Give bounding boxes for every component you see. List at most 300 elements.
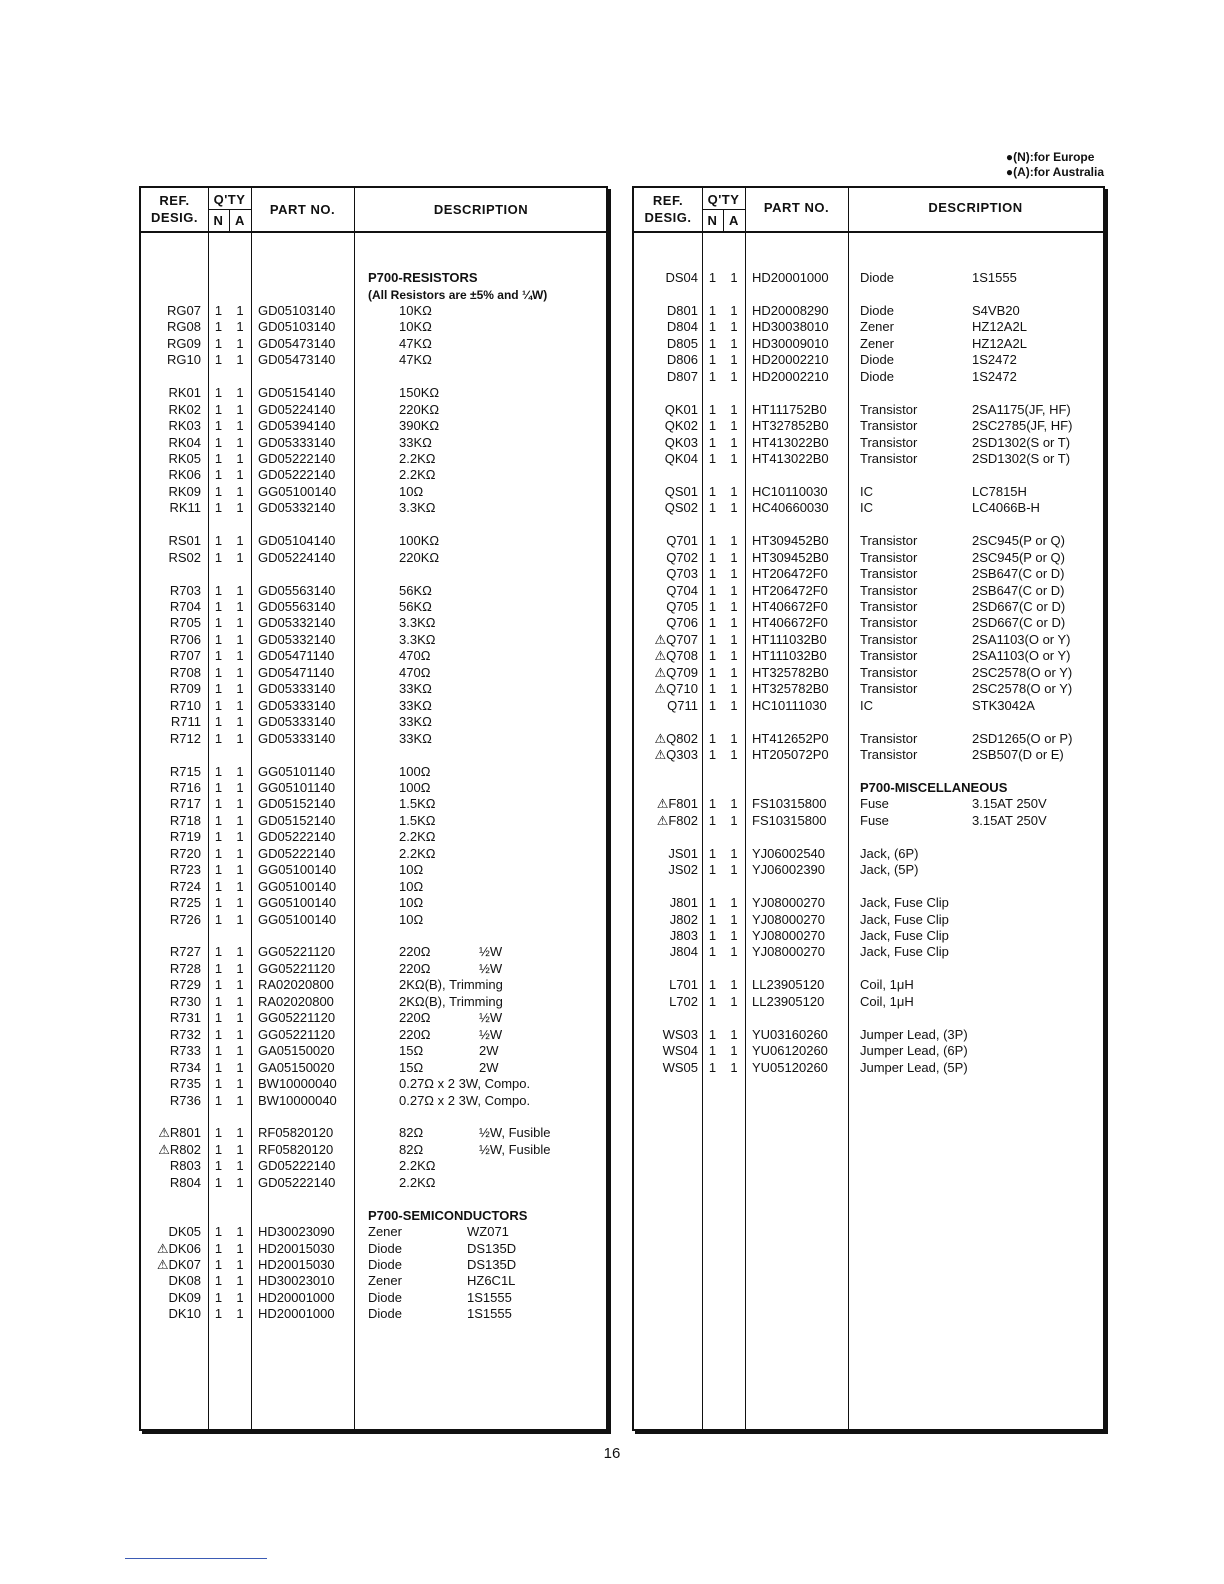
type: Jack, Fuse Clip [860, 895, 949, 911]
qty-n: 1 [708, 615, 717, 631]
qty-a: 1 [730, 1026, 738, 1042]
section-title: P700-SEMICONDUCTORS [368, 1207, 528, 1223]
type: Zener [860, 319, 894, 335]
qty-n: 1 [214, 1273, 223, 1289]
qty-a: 1 [730, 697, 738, 713]
type: Diode [860, 302, 894, 318]
qty-n: 1 [708, 681, 717, 697]
ref-desig: R733 [169, 1043, 201, 1059]
qty-n: 1 [214, 977, 223, 993]
qty-a: 1 [730, 302, 738, 318]
qty-a: 1 [236, 1043, 244, 1059]
header-description: DESCRIPTION [928, 200, 1023, 215]
table-row [634, 994, 1103, 1010]
ref-desig: L702 [669, 993, 698, 1009]
qty-n: 1 [214, 1125, 223, 1141]
qty-n: 1 [214, 450, 223, 466]
qty-a: 1 [730, 319, 738, 335]
part-no: GG05100140 [258, 895, 337, 911]
table-row [141, 1142, 606, 1158]
ref-desig: R704 [169, 599, 201, 614]
table-row [634, 270, 1103, 286]
qty-a: 1 [730, 1043, 738, 1059]
qty-a: 1 [730, 664, 738, 680]
ref-desig: RK01 [168, 385, 201, 401]
qty-a: 1 [236, 648, 244, 664]
part-no: BW10000040 [258, 1076, 337, 1091]
ref-desig: R717 [169, 796, 201, 812]
part-no: HD20002210 [752, 352, 829, 368]
table-row [634, 352, 1103, 368]
header-desig: DESIG. [644, 210, 692, 225]
value: 2.2KΩ [399, 845, 436, 861]
ref-desig: ⚠R801 [158, 1125, 201, 1141]
part-no: GD05332140 [258, 500, 336, 516]
table-row [634, 484, 1103, 500]
table-row [141, 1273, 606, 1289]
type: IC [860, 483, 873, 499]
qty-a: 1 [730, 648, 738, 664]
ref-desig: RG09 [167, 335, 201, 351]
part-no: HD30009010 [752, 335, 829, 351]
model: LC4066B-H [972, 500, 1040, 516]
type: Transistor [860, 664, 918, 680]
qty-a: 1 [236, 714, 244, 730]
part-no: GD05473140 [258, 335, 336, 351]
part-no: GD05103140 [258, 319, 336, 335]
table-row [634, 912, 1103, 928]
type: Jumper Lead, (3P) [860, 1026, 968, 1042]
part-no: HT111032B0 [752, 631, 827, 647]
value: 470Ω [399, 648, 431, 664]
value: 10Ω [399, 895, 424, 911]
type: Jack, Fuse Clip [860, 928, 949, 943]
qty-a: 1 [730, 911, 738, 927]
qty-a: 1 [730, 335, 738, 351]
model: 2SA1103(O or Y) [972, 631, 1071, 647]
type: Transistor [860, 615, 918, 631]
model: WZ071 [467, 1224, 509, 1240]
qty-a: 1 [236, 911, 244, 927]
table-row [141, 895, 606, 911]
ref-desig: L701 [669, 977, 698, 993]
qty-n: 1 [708, 599, 717, 614]
model: 2SB507(D or E) [972, 747, 1064, 762]
qty-a: 1 [236, 812, 244, 828]
qty-n: 1 [214, 664, 223, 680]
part-no: HT205072P0 [752, 747, 829, 762]
part-no: HT309452B0 [752, 533, 829, 549]
value: 56KΩ [399, 582, 432, 598]
ref-desig: R734 [169, 1059, 201, 1075]
qty-n: 1 [214, 418, 223, 433]
qty-n: 1 [708, 335, 717, 351]
part-no: RF05820120 [258, 1125, 334, 1141]
part-no: GD05222140 [258, 1174, 336, 1190]
part-no: GD05104140 [258, 533, 336, 549]
qty-n: 1 [708, 401, 717, 417]
rating: ½W [479, 960, 503, 976]
type: Diode [860, 270, 894, 285]
header-qty-n: N [707, 213, 718, 228]
region-legend [1006, 150, 1104, 180]
qty-n: 1 [708, 862, 717, 878]
ref-desig: ⚠F801 [656, 796, 698, 812]
header-qty: Q'TY [213, 192, 246, 207]
part-no: GD05154140 [258, 385, 336, 401]
value: 2.2KΩ [399, 829, 436, 845]
table-row [141, 435, 606, 451]
model: 3.15AT 250V [972, 812, 1047, 828]
qty-a: 1 [236, 1125, 244, 1141]
qty-a: 1 [730, 434, 738, 450]
part-no: GD05473140 [258, 352, 336, 368]
type: Transistor [860, 418, 918, 433]
qty-a: 1 [730, 1059, 738, 1075]
model: 2SB647(C or D) [972, 582, 1065, 598]
table-row [141, 1076, 606, 1092]
ref-desig: D804 [666, 319, 698, 335]
type: Transistor [860, 582, 918, 598]
qty-a: 1 [236, 1059, 244, 1075]
type: Diode [860, 368, 894, 384]
value: 220KΩ [399, 401, 440, 417]
section-note: (All Resistors are ±5% and ¼W) [368, 287, 548, 302]
header-part-no: PART NO. [269, 202, 336, 217]
ref-desig: RK06 [168, 467, 201, 483]
qty-n: 1 [214, 648, 223, 664]
qty-n: 1 [214, 533, 223, 549]
qty-n: 1 [708, 993, 717, 1009]
qty-a: 1 [236, 533, 244, 549]
type: Coil, 1μH [860, 977, 914, 993]
value: 220Ω [399, 1026, 431, 1042]
qty-a: 1 [236, 862, 244, 878]
qty-a: 1 [236, 1026, 244, 1042]
table-row [141, 418, 606, 434]
table-row [141, 1060, 606, 1076]
value: 10Ω [399, 483, 424, 499]
model: 2SA1175(JF, HF) [972, 401, 1071, 417]
part-no: GD05222140 [258, 1158, 336, 1174]
part-no: HD30023090 [258, 1224, 335, 1240]
qty-a: 1 [730, 615, 738, 631]
qty-a: 1 [236, 582, 244, 598]
table-row [141, 780, 606, 796]
qty-n: 1 [214, 878, 223, 894]
qty-n: 1 [708, 352, 717, 368]
ref-desig: J801 [669, 895, 698, 911]
ref-desig: R723 [169, 862, 201, 878]
model: 1S2472 [972, 352, 1017, 368]
part-no: GG05100140 [258, 878, 337, 894]
model: 1S2472 [972, 368, 1017, 384]
value: 2KΩ(B), Trimming [399, 993, 503, 1009]
type: Transistor [860, 631, 918, 647]
ref-desig: RG10 [167, 352, 201, 368]
section-title: P700-MISCELLANEOUS [860, 780, 1008, 795]
qty-a: 1 [730, 631, 738, 647]
ref-desig: DK08 [168, 1273, 201, 1289]
value: 10Ω [399, 862, 424, 878]
table-row [634, 1027, 1103, 1043]
ref-desig: R705 [169, 615, 201, 631]
part-no: GG05100140 [258, 911, 337, 927]
part-no: YU06120260 [752, 1043, 828, 1059]
value: 33KΩ [399, 730, 432, 746]
model: LC7815H [972, 483, 1027, 499]
rating: 2W [479, 1059, 499, 1075]
ref-desig: R726 [169, 911, 201, 927]
qty-a: 1 [730, 993, 738, 1009]
header-desig: DESIG. [150, 210, 199, 225]
qty-a: 1 [236, 1174, 244, 1190]
type: Jumper Lead, (5P) [860, 1059, 968, 1075]
table-row [141, 813, 606, 829]
table-row [141, 796, 606, 812]
table-row [141, 632, 606, 648]
ref-desig: ⚠R802 [158, 1141, 201, 1157]
qty-n: 1 [214, 631, 223, 647]
part-no: BW10000040 [258, 1092, 337, 1108]
table-row [141, 1043, 606, 1059]
table-row [141, 1125, 606, 1141]
qty-a: 1 [236, 1240, 244, 1256]
part-no: FS10315800 [752, 812, 827, 828]
qty-a: 1 [236, 1273, 244, 1289]
qty-n: 1 [708, 1043, 717, 1059]
table-row [141, 1241, 606, 1257]
ref-desig: D807 [666, 368, 698, 384]
qty-n: 1 [708, 1059, 717, 1075]
part-no: GD05222140 [258, 829, 336, 845]
part-no: HD20008290 [752, 302, 829, 318]
value: 33KΩ [399, 681, 432, 697]
part-no: HT325782B0 [752, 681, 829, 697]
qty-a: 1 [730, 928, 738, 943]
model: DS135D [467, 1257, 517, 1272]
ref-desig: R720 [169, 845, 201, 861]
type: Jack, Fuse Clip [860, 911, 949, 927]
type: Diode [860, 352, 894, 368]
qty-a: 1 [730, 730, 738, 746]
ref-desig: R804 [169, 1174, 201, 1190]
table-row [141, 467, 606, 483]
part-no: LL23905120 [752, 977, 825, 993]
value: 3.3KΩ [399, 500, 436, 516]
part-no: YJ08000270 [752, 895, 826, 911]
ref-desig: J804 [669, 944, 698, 960]
value: 100Ω [399, 780, 431, 795]
section-row [141, 287, 606, 303]
table-row [634, 632, 1103, 648]
table-row [141, 879, 606, 895]
value: 150KΩ [399, 385, 440, 401]
qty-n: 1 [708, 434, 717, 450]
table-row [634, 402, 1103, 418]
qty-n: 1 [708, 845, 717, 861]
type: Zener [368, 1224, 402, 1240]
table-row [141, 1093, 606, 1109]
qty-n: 1 [708, 1026, 717, 1042]
type: Transistor [860, 401, 918, 417]
type: Jack, Fuse Clip [860, 944, 949, 960]
qty-n: 1 [708, 418, 717, 433]
ref-desig: ⚠Q802 [654, 730, 698, 746]
qty-n: 1 [214, 1257, 223, 1272]
table-row [634, 451, 1103, 467]
part-no: GD05222140 [258, 450, 336, 466]
qty-a: 1 [730, 450, 738, 466]
table-row [141, 451, 606, 467]
part-no: GD05333140 [258, 730, 336, 746]
value: 2KΩ(B), Trimming [399, 977, 503, 993]
value: 10KΩ [399, 319, 432, 335]
ref-desig: RG07 [167, 302, 201, 318]
part-no: GG05101140 [258, 763, 336, 779]
part-no: RA02020800 [258, 993, 334, 1009]
ref-desig: R712 [169, 730, 201, 746]
table-row [141, 648, 606, 664]
qty-a: 1 [730, 977, 738, 993]
qty-n: 1 [214, 599, 223, 614]
model: 2SC2578(O or Y) [972, 681, 1073, 697]
ref-desig: Q705 [666, 599, 698, 614]
qty-n: 1 [708, 319, 717, 335]
type: Transistor [860, 549, 918, 565]
model: 1S1555 [467, 1289, 512, 1305]
type: Transistor [860, 599, 918, 614]
qty-n: 1 [214, 1059, 223, 1075]
part-no: HT406672F0 [752, 615, 828, 631]
section-row [141, 1208, 606, 1224]
part-no: HD20001000 [258, 1289, 335, 1305]
ref-desig: ⚠Q710 [654, 681, 698, 697]
model: 2SC2578(O or Y) [972, 664, 1073, 680]
part-no: GD05563140 [258, 599, 336, 614]
part-no: HD20001000 [258, 1306, 335, 1322]
part-no: GD05103140 [258, 302, 336, 318]
ref-desig: R707 [169, 648, 201, 664]
table-row [141, 665, 606, 681]
ref-desig: R710 [169, 697, 201, 713]
value: 220KΩ [399, 549, 440, 565]
qty-a: 1 [236, 1306, 244, 1322]
qty-a: 1 [236, 796, 244, 812]
ref-desig: ⚠F802 [656, 812, 698, 828]
value: 220Ω [399, 960, 431, 976]
qty-n: 1 [214, 1224, 223, 1240]
part-no: HD30023010 [258, 1273, 335, 1289]
qty-n: 1 [214, 1141, 223, 1157]
part-no: FS10315800 [752, 796, 827, 812]
qty-n: 1 [708, 270, 717, 285]
part-no: HT412652P0 [752, 730, 829, 746]
ref-desig: ⚠DK07 [156, 1257, 201, 1272]
ref-desig: R736 [169, 1092, 201, 1108]
ref-desig: R730 [169, 993, 201, 1009]
value: 100Ω [399, 763, 431, 779]
ref-desig: Q703 [666, 566, 698, 582]
type: Transistor [860, 566, 918, 582]
part-no: HT406672F0 [752, 599, 828, 614]
qty-a: 1 [730, 812, 738, 828]
value: 220Ω [399, 944, 431, 960]
ref-desig: R706 [169, 631, 201, 647]
value: 82Ω [399, 1125, 424, 1141]
part-no: GG05221120 [258, 1026, 336, 1042]
table-row [634, 681, 1103, 697]
table-row [141, 764, 606, 780]
rating: ½W [479, 1026, 503, 1042]
qty-n: 1 [708, 796, 717, 812]
qty-a: 1 [236, 418, 244, 433]
part-no: GD05222140 [258, 467, 336, 483]
value: 2.2KΩ [399, 1158, 436, 1174]
qty-a: 1 [236, 599, 244, 614]
qty-n: 1 [708, 747, 717, 762]
ref-desig: R719 [169, 829, 201, 845]
qty-a: 1 [730, 401, 738, 417]
part-no: GD05152140 [258, 812, 336, 828]
ref-desig: RK02 [168, 401, 201, 417]
part-no: HC10111030 [752, 697, 827, 713]
qty-n: 1 [214, 319, 223, 335]
model: 2SD667(C or D) [972, 615, 1066, 631]
table-row [141, 846, 606, 862]
qty-a: 1 [236, 385, 244, 401]
model: 2SC2785(JF, HF) [972, 418, 1073, 433]
qty-a: 1 [236, 302, 244, 318]
model: 1S1555 [972, 270, 1017, 285]
model: 2SD1302(S or T) [972, 434, 1071, 450]
qty-n: 1 [214, 763, 223, 779]
type: Diode [368, 1257, 402, 1272]
qty-n: 1 [214, 845, 223, 861]
model: 2SD1265(O or P) [972, 730, 1073, 746]
value: 2.2KΩ [399, 1174, 436, 1190]
table-row [634, 862, 1103, 878]
part-no: YJ08000270 [752, 911, 826, 927]
qty-a: 1 [236, 1076, 244, 1091]
value: 100KΩ [399, 533, 440, 549]
table-row [634, 977, 1103, 993]
section-row [141, 270, 606, 286]
ref-desig: R735 [169, 1076, 201, 1091]
qty-n: 1 [708, 664, 717, 680]
value: 10Ω [399, 878, 424, 894]
table-row [141, 615, 606, 631]
qty-a: 1 [236, 697, 244, 713]
qty-n: 1 [214, 895, 223, 911]
ref-desig: DS04 [665, 270, 698, 285]
qty-n: 1 [708, 483, 717, 499]
table-row [634, 369, 1103, 385]
qty-n: 1 [214, 944, 223, 960]
header-qty: Q'TY [707, 192, 740, 207]
type: Jack, (6P) [860, 845, 919, 861]
value: 1.5KΩ [399, 812, 436, 828]
value: 1.5KΩ [399, 796, 436, 812]
parts-table-left [139, 186, 608, 1431]
qty-n: 1 [708, 730, 717, 746]
qty-n: 1 [214, 1092, 223, 1108]
ref-desig: R732 [169, 1026, 201, 1042]
table-row [141, 944, 606, 960]
qty-n: 1 [214, 352, 223, 368]
table-row [141, 829, 606, 845]
type: Transistor [860, 533, 918, 549]
